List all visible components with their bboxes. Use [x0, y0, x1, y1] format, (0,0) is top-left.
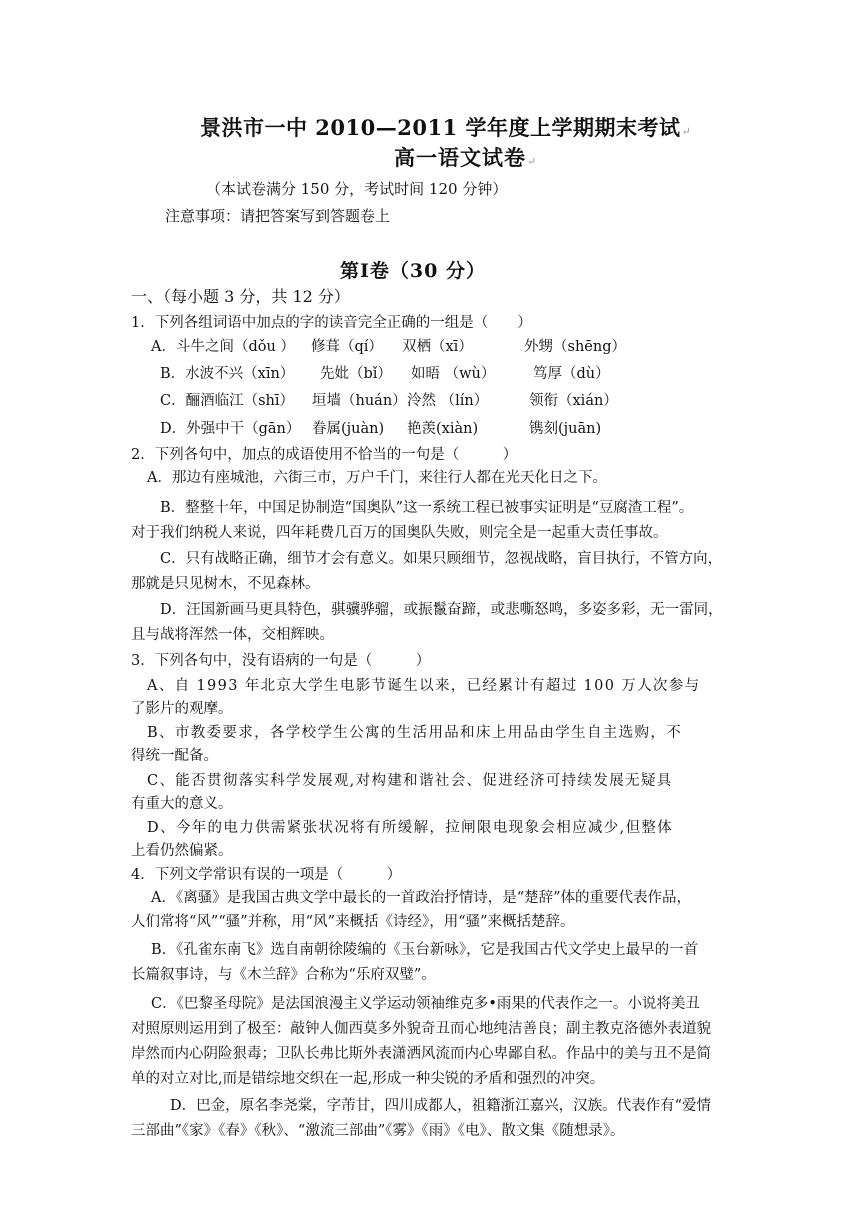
- question-1-stem: 1．下列各组词语中加点的字的读音完全正确的一组是（ ）: [131, 315, 532, 331]
- question-2-option-b-cont: 对于我们纳税人来说，四年耗费几百万的国奥队失败，则完全是一起重大责任事故。: [131, 525, 668, 541]
- exam-info: （本试卷满分 150 分，考试时间 120 分钟）: [206, 180, 508, 198]
- question-4-option-c: C．《巴黎圣母院》是法国浪漫主义学运动领袖维克多•雨果的代表作之一。小说将美丑: [151, 996, 700, 1012]
- question-3-option-a-cont: 了影片的观摩。: [131, 701, 233, 717]
- question-2-option-c: C．只有战略正确，细节才会有意义。如果只顾细节，忽视战略，盲目执行，不管方向，: [160, 551, 723, 567]
- question-1-option-c: C．酾酒临江（shī） 垣墙（huán）泠然 （lín） 领衔（xián）: [160, 393, 618, 409]
- question-4-stem: 4．下列文学常识有误的一项是（ ）: [131, 867, 402, 883]
- question-2-option-d-cont: 且与战将浑然一体，交相辉映。: [131, 627, 334, 643]
- question-3-option-a: A、自 1993 年北京大学生电影节诞生以来，已经累计有超过 100 万人次参与: [147, 678, 701, 694]
- question-1-option-d: D．外强中干（gān） 眷属(juàn) 艳羡(xiàn) 镌刻(juān): [160, 421, 602, 437]
- question-3-option-c: C、能否贯彻落实科学发展观,对构建和谐社会、促进经济可持续发展无疑具: [147, 773, 673, 789]
- question-3-option-b: B、市教委要求，各学校学生公寓的生活用品和床上用品由学生自主选购，不: [147, 725, 683, 741]
- question-3-option-b-cont: 得统一配备。: [131, 748, 218, 764]
- question-4-option-c-line3: 岸然而内心阴险狠毒；卫队长弗比斯外表潇洒风流而内心卑鄙自私。作品中的美与丑不是简: [131, 1046, 711, 1062]
- question-2-option-d: D．汪国新画马更具特色，骐骥骅骝，或振鬣奋蹄，或悲嘶怒鸣，多姿多彩，无一雷同，: [160, 602, 723, 618]
- question-2-option-b: B．整整十年，中国足协制造“国奥队”这一系统工程已被事实证明是“豆腐渣工程”。: [160, 500, 694, 516]
- question-4-option-b-cont: 长篇叙事诗，与《木兰辞》合称为“乐府双璧”。: [131, 967, 436, 983]
- question-2-option-a: A．那边有座城池，六街三市，万户千门，来往行人都在光天化日之下。: [147, 470, 607, 486]
- question-4-option-a: A．《离骚》是我国古典文学中最长的一首政治抒情诗，是“楚辞”体的重要代表作品，: [151, 890, 692, 906]
- exam-notice: 注意事项：请把答案写到答题卷上: [165, 207, 391, 225]
- volume-title: 第Ⅰ卷（30 分）: [340, 260, 486, 282]
- question-1-option-a: A．斗牛之间（dǒu ） 修葺（qí） 双栖（xī） 外甥（shēng）: [151, 339, 626, 355]
- question-4-option-d-cont: 三部曲”《家》《春》《秋》、“激流三部曲”《雾》《雨》《电》、散文集《随想录》。: [131, 1123, 625, 1139]
- question-4-option-d: D．巴金，原名李尧棠，字芾甘，四川成都人，祖籍浙江嘉兴，汉族。代表作有“爱情: [170, 1098, 712, 1114]
- question-2-stem: 2．下列各句中，加点的成语使用不恰当的一句是（ ）: [131, 447, 518, 463]
- question-4-option-b: B．《孔雀东南飞》选自南朝徐陵编的《玉台新咏》，它是我国古代文学史上最早的一首: [151, 942, 699, 958]
- section-heading: 一、（每小题 3 分，共 12 分）: [131, 287, 350, 306]
- question-4-option-c-line4: 单的对立对比,而是错综地交织在一起,形成一种尖锐的矛盾和强烈的冲突。: [131, 1071, 605, 1087]
- question-3-option-d-cont: 上看仍然偏紧。: [131, 843, 233, 859]
- question-3-option-d: D、今年的电力供需紧张状况将有所缓解，拉闸限电现象会相应减少,但整体: [147, 820, 674, 836]
- question-2-option-c-cont: 那就是只见树木，不见森林。: [131, 576, 320, 592]
- question-3-option-c-cont: 有重大的意义。: [131, 796, 233, 812]
- question-3-stem: 3．下列各句中，没有语病的一句是（ ）: [131, 653, 431, 669]
- paragraph-mark-icon: ↵: [681, 125, 692, 138]
- question-4-option-a-cont: 人们常将“风”“骚”并称，用“风”来概括《诗经》，用“骚”来概括楚辞。: [131, 914, 575, 930]
- exam-subtitle: 高一语文试卷↵: [394, 145, 538, 170]
- question-1-option-b: B．水波不兴（xīn） 先妣（bǐ） 如晤 （wù） 笃厚（dù）: [160, 366, 610, 382]
- exam-title: 景洪市一中 2010—2011 学年度上学期期末考试↵: [200, 115, 692, 140]
- question-4-option-c-line2: 对照原则运用到了极至：敲钟人伽西莫多外貌奇丑而心地纯洁善良；副主教克洛德外表道貌: [131, 1021, 711, 1037]
- paragraph-mark-icon: ↵: [527, 155, 538, 168]
